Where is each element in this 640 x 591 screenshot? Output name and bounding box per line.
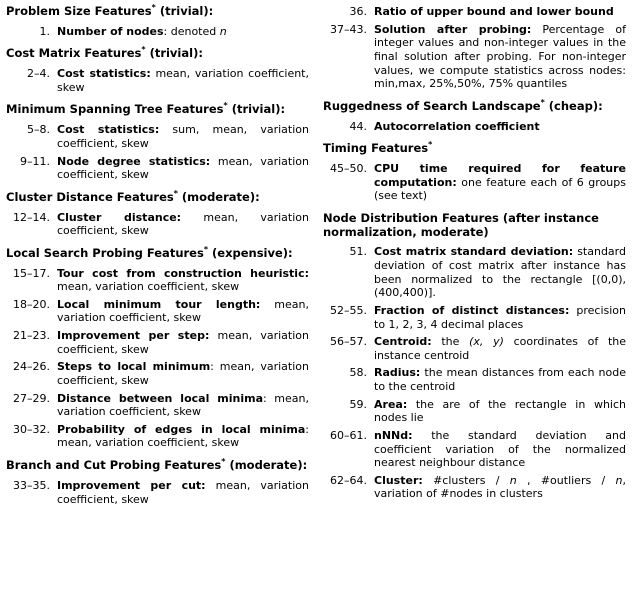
feature-section [323,142,626,203]
feature-item [6,25,309,39]
feature-section [6,5,309,38]
feature-item [6,479,309,506]
feature-label: Radius: [374,366,421,380]
feature-number: 27–29. [13,391,50,405]
feature-label: Improvement per cut: [57,478,206,492]
feature-item [323,5,626,19]
feature-item [6,392,309,419]
feature-label: Cluster distance: [57,210,182,224]
feature-item [6,298,309,325]
feature-number: 1. [39,24,50,38]
feature-detail: the [431,335,470,349]
feature-label: Node degree statistics: [57,154,211,168]
feature-number: 33–35. [13,478,50,492]
feature-number: 18–20. [13,297,50,311]
feature-number: 5–8. [27,123,50,137]
section-heading: Node Distribution Features (after instance normalization, moderate) [323,210,599,239]
feature-number: 56–57. [330,335,367,349]
feature-detail: mean, variation coefficient, skew [57,154,309,182]
feature-detail: : mean, variation coefficient, skew [57,391,309,419]
section-heading: Cost Matrix Features* (trivial): [6,45,203,61]
section-heading: Cluster Distance Features* (moderate): [6,188,260,204]
feature-number: 37–43. [330,22,367,36]
feature-number: 52–55. [330,303,367,317]
section-heading: Local Search Probing Features* (expensive): [6,244,293,260]
section-heading: Ruggedness of Search Landscape* (cheap): [323,97,603,113]
feature-text [374,366,626,393]
feature-label: Distance between local minima [57,391,263,405]
feature-section [6,103,309,181]
feature-detail: mean, variation coefficient, skew [57,297,309,325]
feature-text [374,335,626,362]
feature-number: 45–50. [330,161,367,175]
section-heading: Branch and Cut Probing Features* (moderate): [6,457,308,473]
feature-label: Probability of edges in local minima [57,422,306,436]
feature-label: Fraction of distinct distances: [374,303,570,317]
feature-item [323,398,626,425]
feature-detail: precision to 1, 2, 3, 4 decimal places [374,303,627,331]
feature-label: Steps to local minimum [57,360,211,374]
feature-detail: coordinates of the instance centroid [374,335,627,362]
feature-label: Cost matrix standard deviation: [374,245,574,259]
feature-text [374,398,626,425]
feature-section [323,97,626,133]
feature-item [6,211,309,238]
asterisk-superscript: * [203,244,209,254]
feature-text [57,329,309,356]
math-var: n [509,473,517,487]
feature-section [6,47,309,94]
feature-item [323,474,626,501]
feature-section [323,5,626,91]
asterisk-superscript: * [540,97,545,107]
feature-number: 15–17. [13,266,50,280]
feature-section [323,212,626,501]
feature-text [57,267,309,294]
feature-detail: the standard deviation and coefficient variation of the normalized nearest neighbour distance [374,428,626,470]
feature-text [57,423,309,450]
feature-item [6,155,309,182]
feature-text [57,155,309,182]
feature-item [6,423,309,450]
feature-detail: mean, variation coefficient, skew [57,329,309,356]
asterisk-superscript: * [223,101,228,111]
feature-item [6,267,309,294]
feature-label: Cost statistics: [57,123,160,137]
asterisk-superscript: * [151,3,156,13]
feature-detail: the are of the rectangle in which nodes lie [374,397,626,425]
feature-text [374,23,626,91]
math-var: n [219,24,227,38]
feature-item [6,67,309,94]
feature-item [323,162,626,203]
feature-detail: one feature each of 6 groups (see text) [374,175,626,203]
feature-label: Tour cost from construction heuristic: [57,266,309,280]
feature-text [374,5,626,19]
column-left [6,5,309,510]
feature-label: Cost statistics: [57,67,151,81]
feature-text [374,429,626,470]
feature-number: 30–32. [13,422,50,436]
feature-item [6,360,309,387]
feature-label: Autocorrelation coefficient [374,119,540,133]
math-var: n [615,473,623,487]
asterisk-superscript: * [173,188,178,198]
feature-detail: mean, variation coefficient, skew [57,67,309,94]
feature-label: nNNd: [374,428,413,442]
feature-number: 21–23. [13,329,50,343]
feature-detail: the mean distances from each node to the centroid [374,366,626,394]
feature-label: Local minimum tour length: [57,297,261,311]
section-heading: Timing Features* [323,140,433,156]
feature-detail: mean, variation coefficient, skew [57,210,309,238]
feature-label: Ratio of upper bound and lower bound [374,5,614,18]
feature-detail: : mean, variation coefficient, skew [57,360,309,387]
feature-item [323,120,626,134]
feature-detail: mean, variation coefficient, skew [57,280,240,294]
feature-item [323,366,626,393]
feature-label: Solution after probing: [374,22,532,36]
feature-text [57,67,309,94]
section-heading: Minimum Spanning Tree Features* (trivial): [6,101,286,117]
feature-number: 51. [349,245,367,259]
feature-detail: sum, mean, variation coefficient, skew [57,123,309,150]
feature-text [57,298,309,325]
feature-text [57,123,309,150]
feature-number: 62–64. [330,473,367,487]
feature-number: 58. [349,366,367,380]
feature-section [6,244,309,450]
feature-text [374,474,626,501]
feature-number: 60–61. [330,428,367,442]
feature-text [57,211,309,238]
feature-detail: , #outliers / [516,473,616,487]
feature-section [6,459,309,506]
feature-item [6,329,309,356]
column-right [323,5,626,510]
feature-text [57,25,309,39]
asterisk-superscript: * [221,457,226,467]
feature-item [6,123,309,150]
feature-number: 12–14. [13,210,50,224]
feature-label: Cluster: [374,473,423,487]
feature-number: 44. [349,119,367,133]
feature-number: 9–11. [20,154,50,168]
feature-label: Centroid: [374,335,432,349]
asterisk-superscript: * [141,45,146,55]
feature-text [374,245,626,300]
feature-text [374,304,626,331]
feature-number: 59. [349,397,367,411]
feature-text [57,392,309,419]
feature-number: 2–4. [27,67,50,81]
feature-item [323,23,626,91]
feature-item [323,429,626,470]
section-heading: Problem Size Features* (trivial): [6,3,214,18]
feature-label: Area: [374,397,408,411]
feature-section [6,188,309,238]
feature-item [323,304,626,331]
math-var: (x, y) [469,335,504,349]
feature-detail: mean, variation coefficient, skew [57,478,309,506]
feature-text [374,120,626,134]
feature-detail: standard deviation of cost matrix after instance has been normalized to the rectangle [(0,0), (400,400)]. [374,245,626,300]
feature-number: 36. [349,5,367,18]
feature-item [323,245,626,300]
feature-text [374,162,626,203]
feature-detail: #clusters / [422,473,510,487]
feature-label: CPU time required for feature computation: [374,161,626,189]
feature-label: Improvement per step: [57,329,210,343]
asterisk-superscript: * [428,140,433,150]
feature-label: Number of nodes [57,24,164,38]
feature-detail: Percentage of integer values and non-integer values in the final solution after probing. For non-integer values, we compute statistics across nodes: min,max, 25%,50%, 75% quantiles [374,22,626,91]
feature-detail: : denoted [163,24,220,38]
feature-detail: : mean, variation coefficient, skew [57,422,309,450]
feature-text [57,360,309,387]
feature-detail: , variation of #nodes in clusters [374,473,626,501]
feature-text [57,479,309,506]
feature-item [323,335,626,362]
feature-number: 24–26. [13,360,50,374]
